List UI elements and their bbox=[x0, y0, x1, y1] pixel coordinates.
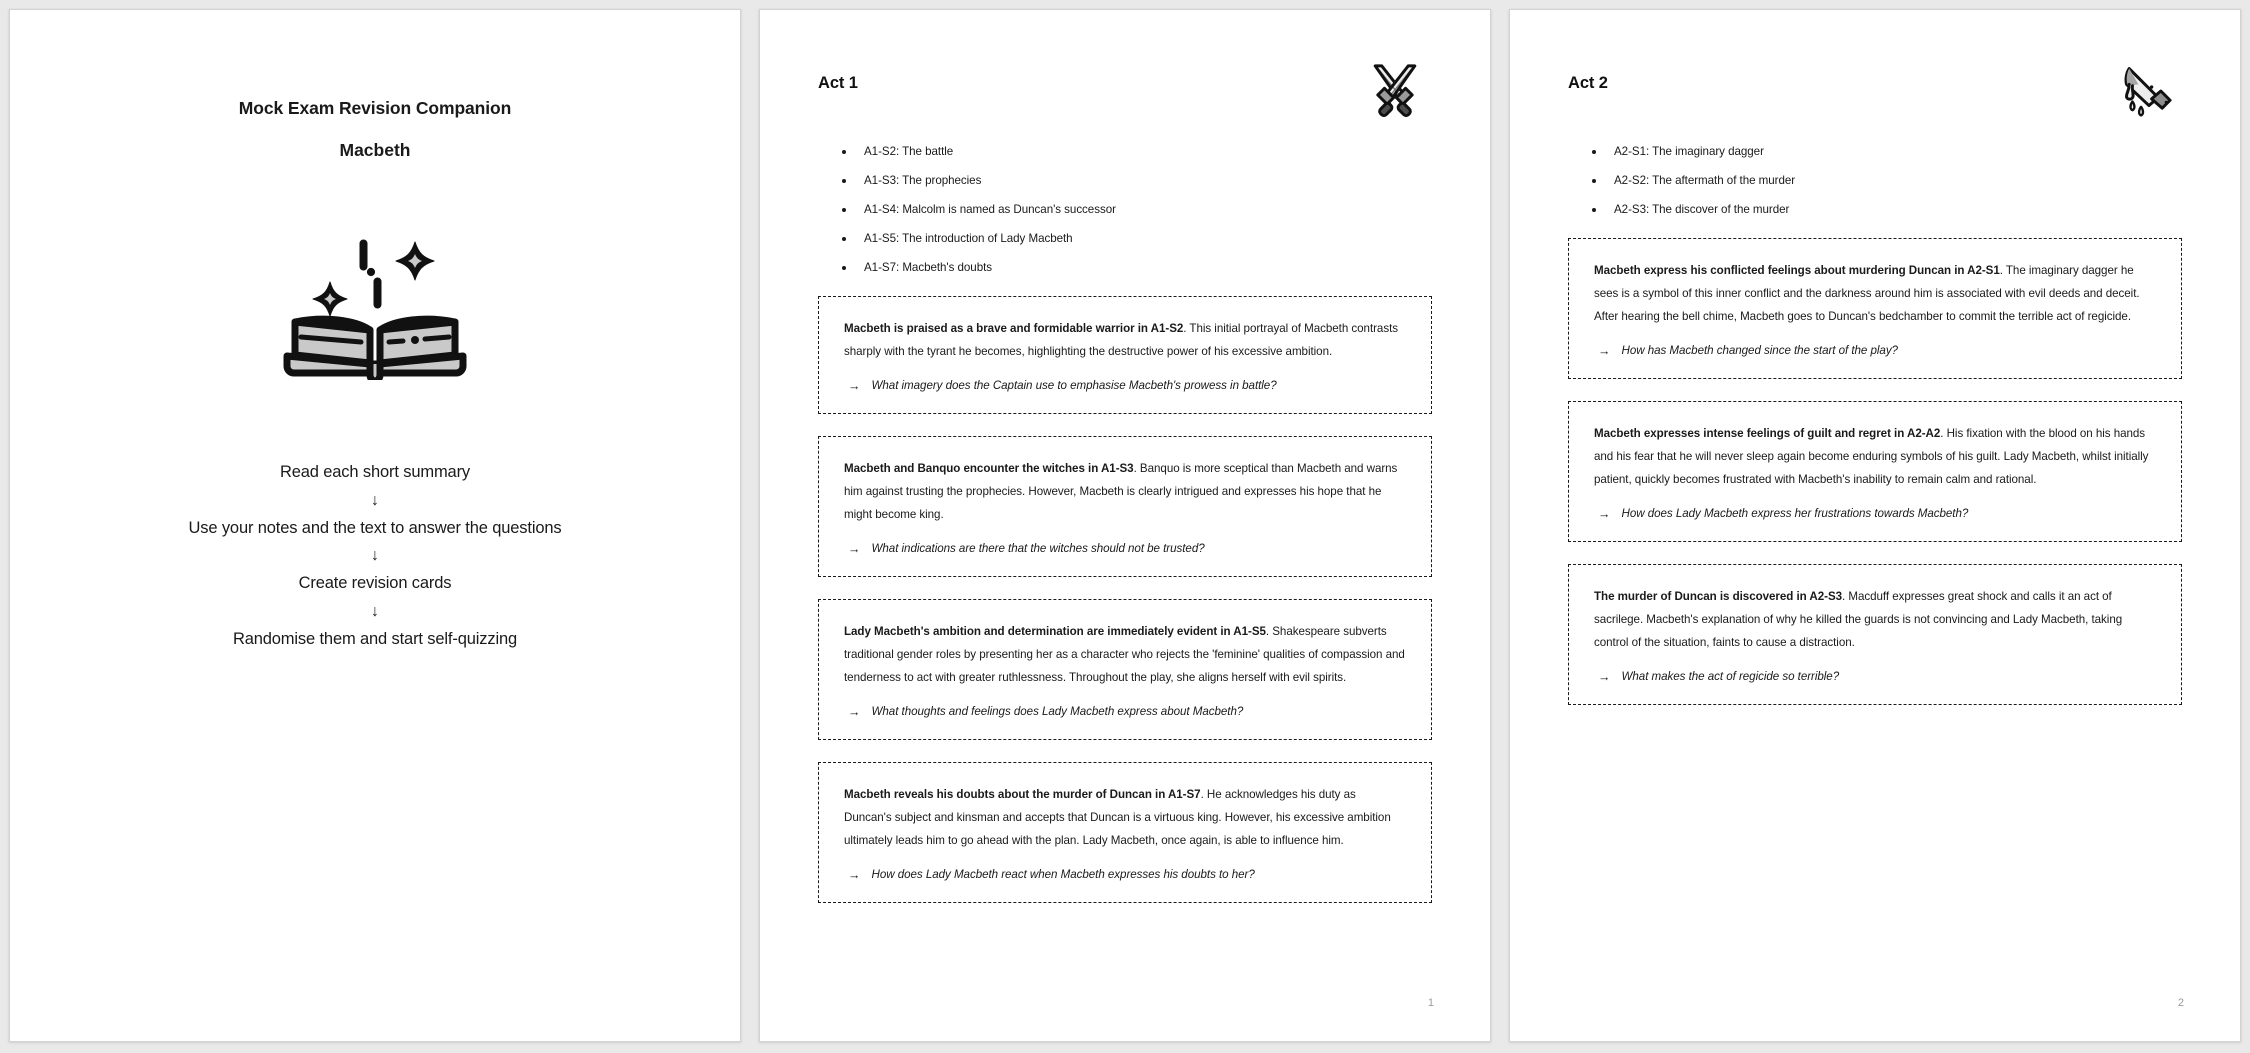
list-item: A2-S3: The discover of the murder bbox=[1588, 204, 2182, 216]
open-book-sparkles-icon bbox=[245, 205, 505, 405]
summary-lead: Macbeth reveals his doubts about the murder of Duncan in A1-S7 bbox=[844, 787, 1201, 801]
cover-subtitle: Macbeth bbox=[339, 140, 411, 160]
right-arrow-icon: → bbox=[848, 868, 861, 883]
summary-body bbox=[844, 783, 1406, 853]
cover-steps-flow bbox=[106, 457, 644, 655]
list-item: A1-S4: Malcolm is named as Duncan's successor bbox=[838, 204, 1432, 216]
summary-rest: . Banquo is more sceptical than Macbeth and warns him against trusting the prophecies. However, Macbeth is clearly intrigued and expresses his hope that he might become king. bbox=[844, 461, 1398, 522]
summary-body bbox=[1594, 422, 2156, 492]
question-text: How has Macbeth changed since the start of the play? bbox=[1621, 344, 1898, 358]
summary-lead: Macbeth is praised as a brave and formidable warrior in A1-S2 bbox=[844, 321, 1184, 335]
summary-card bbox=[1568, 238, 2182, 379]
document-page-act-1[interactable] bbox=[759, 9, 1491, 1042]
summary-card bbox=[1568, 564, 2182, 705]
right-arrow-icon: → bbox=[1598, 507, 1611, 522]
summary-question bbox=[1594, 668, 2156, 687]
cover-step-1: Read each short summary bbox=[279, 463, 471, 481]
act-2-title: Act 2 bbox=[1568, 74, 1608, 92]
cover-title: Mock Exam Revision Companion bbox=[238, 98, 512, 118]
bloody-dagger-icon bbox=[2112, 58, 2178, 124]
act-1-scene-list bbox=[818, 146, 1432, 274]
summary-body bbox=[844, 317, 1406, 363]
summary-rest: . The imaginary dagger he sees is a symbol of this inner conflict and the darkness around him is associated with evil deeds and deceit. After hearing the bell chime, Macbeth goes to Duncan's bedchamber to commit the terrible act of regicide. bbox=[1594, 263, 2140, 324]
summary-card bbox=[818, 599, 1432, 740]
question-text: What imagery does the Captain use to emphasise Macbeth's prowess in battle? bbox=[871, 379, 1277, 393]
list-item: A1-S5: The introduction of Lady Macbeth bbox=[838, 233, 1432, 245]
summary-question bbox=[844, 540, 1406, 559]
summary-question bbox=[844, 703, 1406, 722]
summary-lead: The murder of Duncan is discovered in A2-S3 bbox=[1594, 589, 1843, 603]
summary-body bbox=[1594, 259, 2156, 329]
summary-rest: . This initial portrayal of Macbeth contrasts sharply with the tyrant he becomes, highlighting the destructive power of his excessive ambition. bbox=[844, 321, 1398, 359]
question-text: What thoughts and feelings does Lady Macbeth express about Macbeth? bbox=[871, 705, 1244, 719]
summary-rest: . His fixation with the blood on his hands and his fear that he will never sleep again become enduring symbols of his guilt. Lady Macbeth, whilst initially patient, quickly becomes frustrated with Macbeth's inability to remain calm and rational. bbox=[1594, 426, 2149, 487]
summary-lead: Lady Macbeth's ambition and determination are immediately evident in A1-S5 bbox=[844, 624, 1266, 638]
summary-question bbox=[844, 377, 1406, 396]
act-2-header bbox=[1568, 68, 2182, 124]
cover-step-3: Create revision cards bbox=[298, 574, 452, 593]
document-page-act-2[interactable] bbox=[1509, 9, 2241, 1042]
summary-question bbox=[844, 866, 1406, 885]
summary-question bbox=[1594, 342, 2156, 361]
down-arrow-icon-1: ↓ bbox=[371, 491, 379, 509]
summary-card bbox=[818, 762, 1432, 903]
summary-lead: Macbeth expresses intense feelings of guilt and regret in A2-A2 bbox=[1594, 426, 1941, 440]
question-text: How does Lady Macbeth express her frustrations towards Macbeth? bbox=[1621, 507, 1969, 521]
summary-card bbox=[818, 296, 1432, 414]
summary-rest: . Shakespeare subverts traditional gender roles by presenting her as a character who rejects the 'feminine' qualities of compassion and tenderness to act with greater ruthlessness. Throughout the play, she aligns herself with evil spirits. bbox=[844, 624, 1405, 685]
cover-step-2: Use your notes and the text to answer the questions bbox=[188, 518, 562, 537]
right-arrow-icon: → bbox=[1598, 344, 1611, 359]
right-arrow-icon: → bbox=[848, 542, 861, 557]
right-arrow-icon: → bbox=[848, 705, 861, 720]
right-arrow-icon: → bbox=[848, 379, 861, 394]
summary-lead: Macbeth express his conflicted feelings about murdering Duncan in A2-S1 bbox=[1594, 263, 2000, 277]
page-number: 1 bbox=[1427, 997, 1434, 1009]
summary-card bbox=[1568, 401, 2182, 542]
document-page-cover[interactable] bbox=[9, 9, 741, 1042]
act-1-content bbox=[760, 10, 1490, 1041]
summary-body bbox=[844, 457, 1406, 527]
page-number: 2 bbox=[2177, 997, 2184, 1009]
list-item: A2-S1: The imaginary dagger bbox=[1588, 146, 2182, 158]
question-text: What indications are there that the witches should not be trusted? bbox=[871, 542, 1205, 556]
summary-rest: . Macduff expresses great shock and calls it an act of sacrilege. Macbeth's explanation of why he killed the guards is not convincing and Lady Macbeth, taking control of the situation, faints to cause a distraction. bbox=[1594, 589, 2123, 650]
list-item: A1-S7: Macbeth's doubts bbox=[838, 262, 1432, 274]
summary-card bbox=[818, 436, 1432, 577]
right-arrow-icon: → bbox=[1598, 670, 1611, 685]
down-arrow-icon-3: ↓ bbox=[371, 602, 379, 620]
summary-rest: . He acknowledges his duty as Duncan's subject and kinsman and accepts that Duncan is a virtuous king. However, his excessive ambition ultimately leads him to go ahead with the plan. Lady Macbeth, once again, is able to influence him. bbox=[844, 787, 1391, 847]
question-text: What makes the act of regicide so terrible? bbox=[1621, 670, 1840, 684]
summary-body bbox=[844, 620, 1406, 690]
list-item: A2-S2: The aftermath of the murder bbox=[1588, 175, 2182, 187]
act-2-content bbox=[1510, 10, 2240, 1041]
act-2-scene-list bbox=[1568, 146, 2182, 216]
list-item: A1-S3: The prophecies bbox=[838, 175, 1432, 187]
question-text: How does Lady Macbeth react when Macbeth expresses his doubts to her? bbox=[871, 868, 1255, 882]
summary-body bbox=[1594, 585, 2156, 655]
act-1-header bbox=[818, 68, 1432, 124]
crossed-swords-icon bbox=[1362, 58, 1428, 124]
summary-question bbox=[1594, 505, 2156, 524]
act-1-title: Act 1 bbox=[818, 74, 858, 92]
cover-content bbox=[10, 10, 740, 655]
cover-step-4: Randomise them and start self-quizzing bbox=[232, 629, 518, 648]
down-arrow-icon-2: ↓ bbox=[371, 547, 379, 565]
summary-lead: Macbeth and Banquo encounter the witches in A1-S3 bbox=[844, 461, 1134, 475]
list-item: A1-S2: The battle bbox=[838, 146, 1432, 158]
